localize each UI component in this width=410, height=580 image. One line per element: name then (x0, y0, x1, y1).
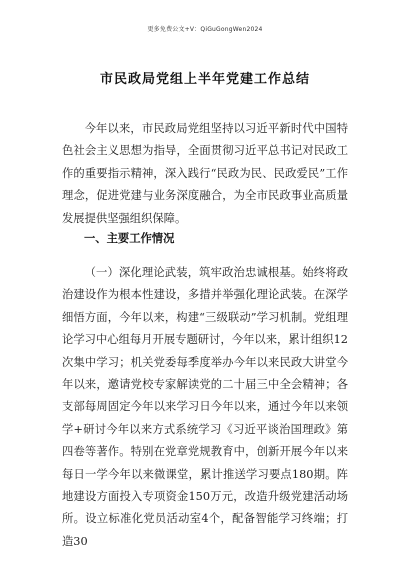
header-note: 更多免费公文+V：QiGuGongWen2024 (147, 26, 263, 33)
intro-paragraph: 今年以来，市民政局党组坚持以习近平新时代中国特色社会主义思想为指导，全面贯彻习近平总书记对民政工作的重要指示精神，深入践行“民政为民、民政爱民”工作理念，促进党建与业务深度融合，为全市民政事业高质量发展提供坚强组织保障。 (62, 122, 348, 225)
section-heading: 一、主要工作情况 (84, 232, 175, 245)
page-title: 市民政局党组上半年党建工作总结 (99, 72, 310, 87)
section-paragraph: （一）深化理论武装，筑牢政治忠诚根基。始终将政治建设作为根本性建设，多措并举强化理论武装。在深学细悟方面，今年以来，构建“三级联动”学习机制。党组理论学习中心组每月开展专题研讨，今年以来，累计组织12次集中学习；机关党委每季度举办今年以来民政大讲堂今年以来，邀请党校专家解读党的二十届三中全会精神；各支部每周固定今年以来学习日今年以来，通过今年以来领学+研讨今年以来方式系统学习《习近平谈治国理政》第四卷等著作。特别在党章党规教育中，创新开展今年以来每日一学今年以来微课堂，累计推送学习要点180期。阵地建设方面投入专项资金150万元，改造升级党建活动场所。设立标准化党员活动室4个，配备智能学习终端；打造30 (62, 266, 348, 548)
